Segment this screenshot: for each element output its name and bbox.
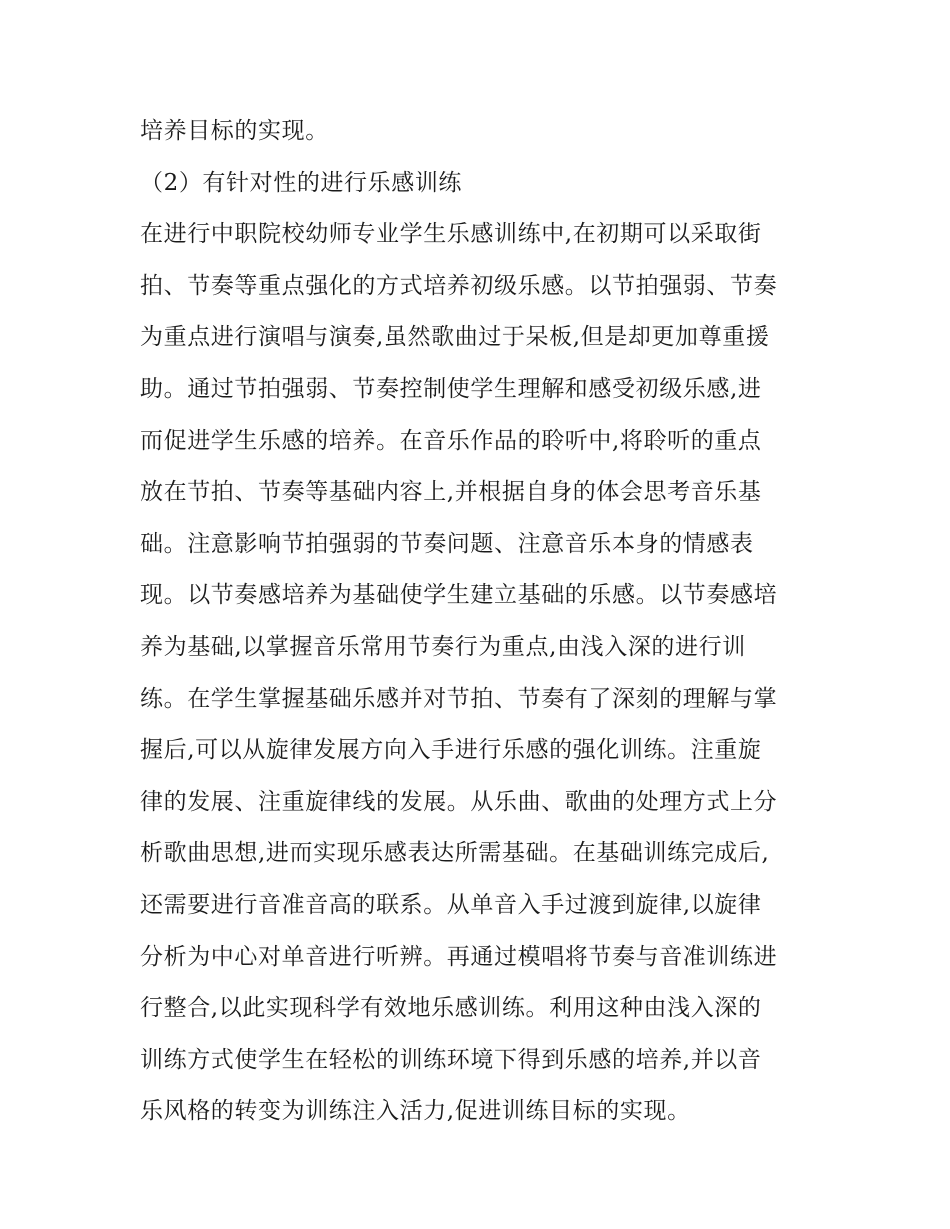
text-line: 而促进学生乐感的培养。在音乐作品的聆听中,将聆听的重点 bbox=[140, 427, 762, 454]
text-line: 拍、节奏等重点强化的方式培养初级乐感。以节拍强弱、节奏 bbox=[140, 272, 778, 299]
text-line: 分析为中心对单音进行听辨。再通过模唱将节奏与音准训练进 bbox=[140, 943, 778, 970]
text-line: 律的发展、注重旋律线的发展。从乐曲、歌曲的处理方式上分 bbox=[140, 788, 778, 815]
text-line: 乐风格的转变为训练注入活力,促进训练目标的实现。 bbox=[140, 1098, 691, 1125]
text-line: 助。通过节拍强弱、节奏控制使学生理解和感受初级乐感,进 bbox=[140, 375, 762, 402]
text-line: 练。在学生掌握基础乐感并对节拍、节奏有了深刻的理解与掌 bbox=[140, 685, 778, 712]
text-line: 握后,可以从旋律发展方向入手进行乐感的强化训练。注重旋 bbox=[140, 737, 762, 764]
text-line: 训练方式使学生在轻松的训练环境下得到乐感的培养,并以音 bbox=[140, 1046, 762, 1073]
text-line: 培养目标的实现。 bbox=[140, 118, 329, 144]
section-heading: （2）有针对性的进行乐感训练 bbox=[140, 169, 463, 196]
text-line: 养为基础,以掌握音乐常用节奏行为重点,由浅入深的进行训 bbox=[140, 633, 746, 660]
text-line: 还需要进行音准音高的联系。从单音入手过渡到旋律,以旋律 bbox=[140, 891, 762, 918]
text-line: 础。注意影响节拍强弱的节奏问题、注意音乐本身的情感表 bbox=[140, 530, 754, 557]
text-line: 在进行中职院校幼师专业学生乐感训练中,在初期可以采取街 bbox=[140, 221, 762, 248]
text-line: 为重点进行演唱与演奏,虽然歌曲过于呆板,但是却更加尊重援 bbox=[140, 324, 770, 351]
text-line: 行整合,以此实现科学有效地乐感训练。利用这种由浅入深的 bbox=[140, 995, 762, 1022]
text-line: 析歌曲思想,进而实现乐感表达所需基础。在基础训练完成后, bbox=[140, 840, 770, 867]
body-text bbox=[140, 106, 820, 1138]
text-line: 现。以节奏感培养为基础使学生建立基础的乐感。以节奏感培 bbox=[140, 582, 778, 609]
text-line: 放在节拍、节奏等基础内容上,并根据自身的体会思考音乐基 bbox=[140, 479, 762, 506]
